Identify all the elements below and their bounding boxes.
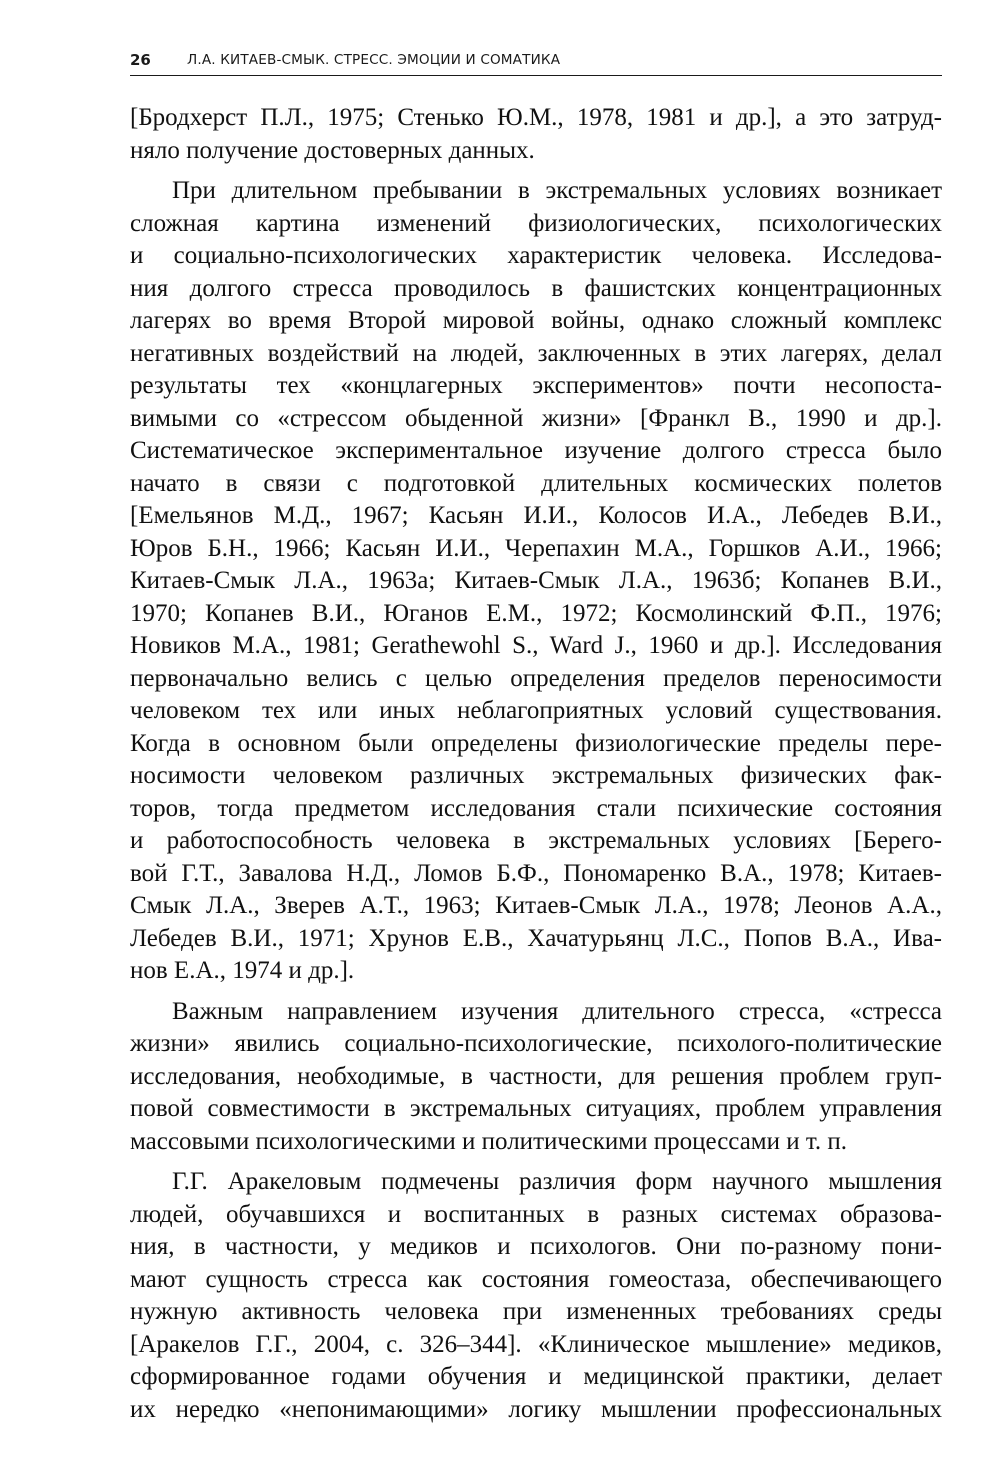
text-line: массовыми психологическими и политическими процессами и т. п. — [130, 1127, 848, 1155]
paragraph-continuation — [130, 102, 942, 167]
text-line: ния долгого стресса проводилось в фашистских концентрационных — [130, 274, 942, 302]
text-line: Систематическое экспериментальное изучение долгого стресса было — [130, 437, 942, 464]
text-line: сформированное годами обучения и медицинской практики, делает — [130, 1363, 942, 1390]
text-line: исследования, необходимые, в частности, для решения проблем груп- — [130, 1062, 942, 1090]
text-line: Смык Л.А., Зверев А.Т., 1963; Китаев-Смык Л.А., 1978; Леонов А.А., — [130, 892, 942, 919]
text-line: носимости человеком различных экстремальных физических фак- — [130, 762, 942, 789]
text-line: Лебедев В.И., 1971; Хрунов Е.В., Хачатурьянц Л.С., Попов В.А., Ива- — [130, 924, 942, 952]
text-line: человеком тех или иных неблагоприятных условий существования. — [130, 697, 942, 724]
text-line: Китаев-Смык Л.А., 1963а; Китаев-Смык Л.А., 1963б; Копанев В.И., — [130, 567, 942, 594]
text-line: людей, обучавшихся и воспитанных в разных системах образова- — [130, 1200, 942, 1228]
running-head — [130, 49, 942, 76]
text-line: нов Е.А., 1974 и др.]. — [130, 957, 355, 984]
text-line: и работоспособность человека в экстремальных условиях [Берего- — [130, 827, 942, 854]
text-body — [130, 102, 942, 1426]
text-line: торов, тогда предметом исследования стали психические состояния — [130, 794, 942, 822]
text-line: жизни» явились социально-психологические, психолого-политические — [130, 1030, 942, 1057]
page-number: 26 — [130, 51, 151, 69]
text-line: мают сущность стресса как состояния гомеостаза, обеспечивающего — [130, 1265, 942, 1293]
paragraph-arakelov — [130, 1166, 942, 1426]
text-line: Юров Б.Н., 1966; Касьян И.И., Черепахин М.А., Горшков А.И., 1966; — [130, 534, 942, 562]
text-line: [Емельянов М.Д., 1967; Касьян И.И., Колосов И.А., Лебедев В.И., — [130, 502, 942, 529]
text-line: и социально-психологических характеристик человека. Исследова- — [130, 242, 942, 269]
text-line: Г.Г. Аракеловым подмечены различия форм научного мышления — [172, 1168, 942, 1195]
text-line: их нередко «непонимающими» логику мышлении профессиональных — [130, 1395, 942, 1423]
text-line: результаты тех «концлагерных экспериментов» почти несопоста- — [130, 372, 942, 399]
text-line: ния, в частности, у медиков и психологов. Они по-разному пони- — [130, 1233, 942, 1260]
paragraph-life-stress — [130, 996, 942, 1159]
text-line: Когда в основном были определены физиологические пределы пере- — [130, 729, 942, 757]
text-line: няло получение достоверных данных. — [130, 136, 535, 164]
text-line: нужную активность человека при измененных требованиях среды — [130, 1298, 942, 1325]
text-line: Важным направлением изучения длительного стресса, «стресса — [172, 997, 942, 1025]
text-line: вой Г.Т., Завалова Н.Д., Ломов Б.Ф., Пономаренко В.А., 1978; Китаев- — [130, 859, 942, 887]
text-line: повой совместимости в экстремальных ситуациях, проблем управления — [130, 1095, 942, 1122]
paragraph-long-stress — [130, 175, 942, 988]
text-line: лагерях во время Второй мировой войны, однако сложный комплекс — [130, 307, 942, 334]
text-line: сложная картина изменений физиологических, психологических — [130, 209, 942, 237]
text-line: 1970; Копанев В.И., Юганов Е.М., 1972; Космолинский Ф.П., 1976; — [130, 599, 942, 627]
text-line: негативных воздействий на людей, заключенных в этих лагерях, делал — [130, 339, 942, 367]
text-line: начато в связи с подготовкой длительных космических полетов — [130, 469, 942, 497]
running-title: Л.А. КИТАЕВ-СМЫК. СТРЕСС. ЭМОЦИИ И СОМАТИКА — [187, 52, 561, 68]
text-line: [Бродхерст П.Л., 1975; Стенько Ю.М., 1978, 1981 и др.], а это затруд- — [130, 104, 942, 131]
text-line: [Аракелов Г.Г., 2004, с. 326–344]. «Клиническое мышление» медиков, — [130, 1330, 942, 1358]
text-line: При длительном пребывании в экстремальных условиях возникает — [172, 177, 942, 204]
text-line: первоначально велись с целью определения пределов переносимости — [130, 664, 942, 692]
text-line: вимыми со «стрессом обыденной жизни» [Франкл В., 1990 и др.]. — [130, 404, 942, 432]
text-line: Новиков М.А., 1981; Gerathewohl S., Ward J., 1960 и др.]. Исследования — [130, 632, 942, 659]
